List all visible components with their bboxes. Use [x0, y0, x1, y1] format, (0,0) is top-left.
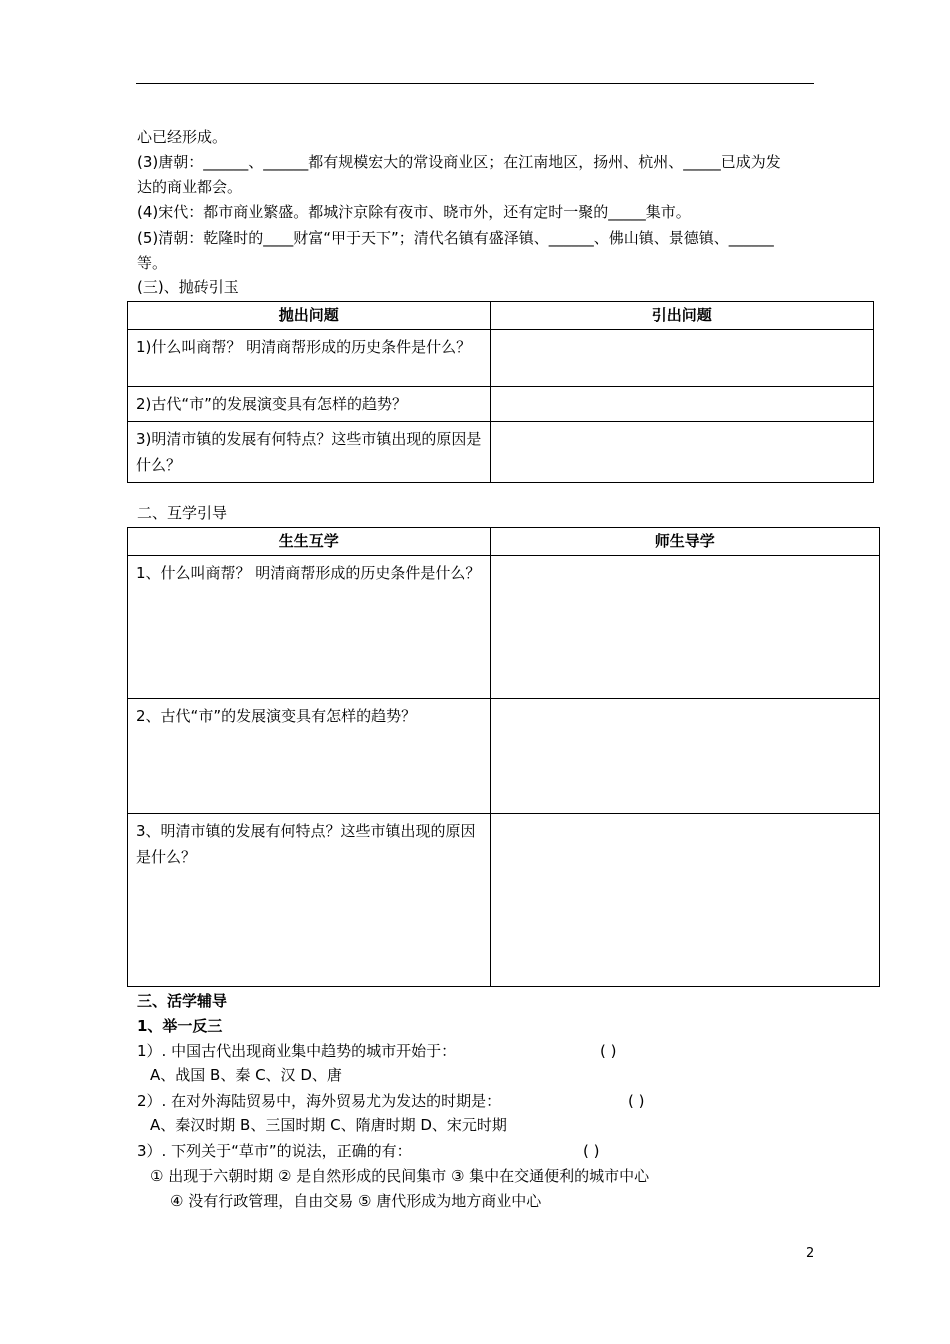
- subsection-heading: 1、举一反三: [137, 1017, 223, 1035]
- answer-cell[interactable]: [490, 387, 873, 422]
- question-2: 2）. 在对外海陆贸易中，海外贸易尤为发达的时期是：: [137, 1092, 502, 1110]
- answer-cell[interactable]: [490, 556, 879, 699]
- question-cell: 1)什么叫商帮？ 明清商帮形成的历史条件是什么？: [128, 330, 491, 387]
- question-cell: 2、古代“市”的发展演变具有怎样的趋势？: [128, 699, 491, 814]
- question-cell: 1、什么叫商帮？ 明清商帮形成的历史条件是什么？: [128, 556, 491, 699]
- question-options: ① 出现于六朝时期 ② 是自然形成的民间集市 ③ 集中在交通便利的城市中心: [150, 1167, 650, 1185]
- question-1: 1）. 中国古代出现商业集中趋势的城市开始于：: [137, 1042, 457, 1060]
- question-options: ④ 没有行政管理，自由交易 ⑤ 唐代形成为地方商业中心: [170, 1192, 542, 1210]
- section-heading: 三、活学辅导: [137, 992, 228, 1010]
- answer-cell[interactable]: [490, 699, 879, 814]
- text-line: (3)唐朝：______、______都有规模宏大的常设商业区；在江南地区，扬州、杭州、_____已成为发: [137, 153, 781, 171]
- column-header: 抛出问题: [128, 302, 491, 330]
- question-cell: 3)明清市镇的发展有何特点？这些市镇出现的原因是什么？: [128, 422, 491, 483]
- question-options: A、战国 B、秦 C、汉 D、唐: [150, 1066, 342, 1084]
- question-table: [127, 301, 874, 483]
- text-line: 达的商业都会。: [137, 178, 243, 196]
- text-line: (4)宋代：都市商业繁盛。都城汴京除有夜市、晓市外，还有定时一聚的_____集市。: [137, 203, 691, 221]
- question-cell: 2)古代“市”的发展演变具有怎样的趋势？: [128, 387, 491, 422]
- answer-bracket[interactable]: ( ): [628, 1092, 645, 1110]
- section-heading: 二、互学引导: [137, 504, 228, 522]
- section-heading: (三)、抛砖引玉: [137, 278, 239, 296]
- answer-bracket[interactable]: ( ): [600, 1042, 617, 1060]
- page-number: 2: [806, 1246, 815, 1261]
- question-options: A、秦汉时期 B、三国时期 C、隋唐时期 D、宋元时期: [150, 1116, 507, 1134]
- question-cell: 3、明清市镇的发展有何特点？这些市镇出现的原因是什么？: [128, 814, 491, 987]
- header-rule: [136, 83, 814, 84]
- text-line: 心已经形成。: [137, 128, 228, 146]
- column-header: 师生导学: [490, 528, 879, 556]
- column-header: 引出问题: [490, 302, 873, 330]
- study-table: [127, 527, 880, 987]
- text-line: 等。: [137, 254, 168, 272]
- column-header: 生生互学: [128, 528, 491, 556]
- answer-cell[interactable]: [490, 814, 879, 987]
- answer-cell[interactable]: [490, 422, 873, 483]
- answer-cell[interactable]: [490, 330, 873, 387]
- question-3: 3）. 下列关于“草市”的说法，正确的有：: [137, 1142, 412, 1160]
- text-line: (5)清朝：乾隆时的____财富“甲于天下”；清代名镇有盛泽镇、______、佛山镇、景德镇、______: [137, 229, 774, 247]
- answer-bracket[interactable]: ( ): [583, 1142, 600, 1160]
